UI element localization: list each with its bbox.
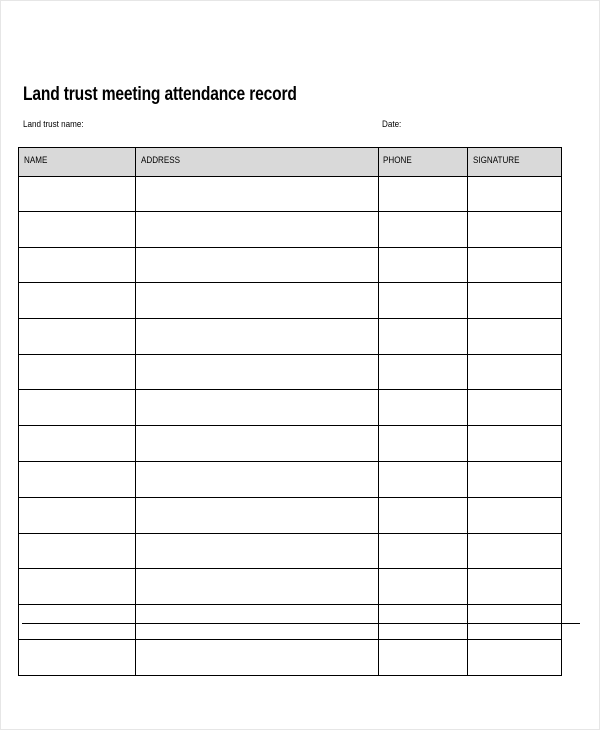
- row-divider: [18, 497, 562, 498]
- date-label: Date:: [382, 119, 402, 130]
- row-divider: [18, 533, 562, 534]
- land-trust-name-label: Land trust name:: [23, 119, 84, 130]
- row-divider: [18, 247, 562, 248]
- row-divider: [18, 425, 562, 426]
- table-border-right: [561, 147, 562, 676]
- extended-rule-line: [22, 623, 580, 624]
- row-divider: [18, 176, 562, 177]
- row-divider: [18, 282, 562, 283]
- column-divider: [467, 147, 468, 676]
- row-divider: [18, 639, 562, 640]
- table-border-left: [18, 147, 19, 676]
- column-header-phone: PHONE: [383, 155, 412, 166]
- row-divider: [18, 604, 562, 605]
- row-divider: [18, 568, 562, 569]
- column-divider: [135, 147, 136, 676]
- column-header-address: ADDRESS: [141, 155, 181, 166]
- table-border-top: [18, 147, 562, 148]
- row-divider: [18, 318, 562, 319]
- column-header-name: NAME: [24, 155, 48, 166]
- document-title: Land trust meeting attendance record: [23, 84, 297, 105]
- table-border-bottom: [18, 675, 562, 676]
- column-header-signature: SIGNATURE: [473, 155, 520, 166]
- row-divider: [18, 211, 562, 212]
- attendance-table: [18, 147, 562, 676]
- row-divider: [18, 354, 562, 355]
- row-divider: [18, 461, 562, 462]
- column-divider: [378, 147, 379, 676]
- row-divider: [18, 389, 562, 390]
